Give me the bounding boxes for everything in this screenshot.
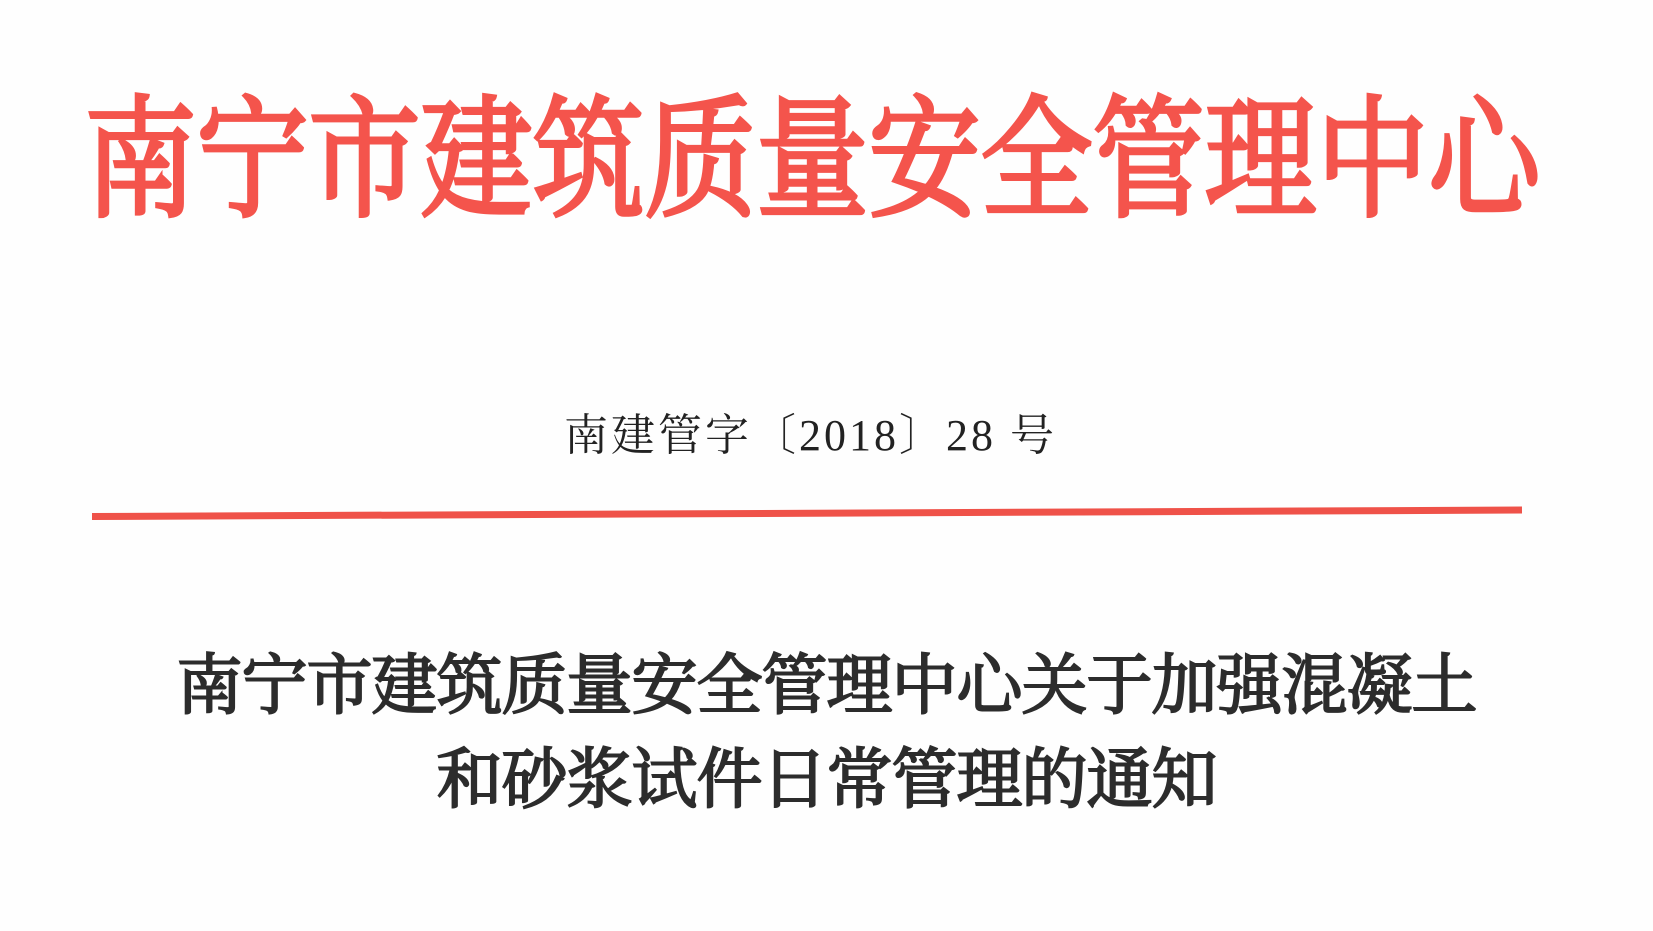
document-number: 南建管字〔2018〕28 号 — [564, 411, 1057, 460]
letterhead-org-name: 南宁市建筑质量安全管理中心 — [84, 88, 1541, 236]
document-title-line-1: 南宁市建筑质量安全管理中心关于加强混凝土 — [176, 650, 1477, 723]
red-divider-line — [92, 507, 1522, 520]
document-title — [0, 640, 1653, 828]
document-title-line-2: 和砂浆试件日常管理的通知 — [436, 744, 1217, 817]
